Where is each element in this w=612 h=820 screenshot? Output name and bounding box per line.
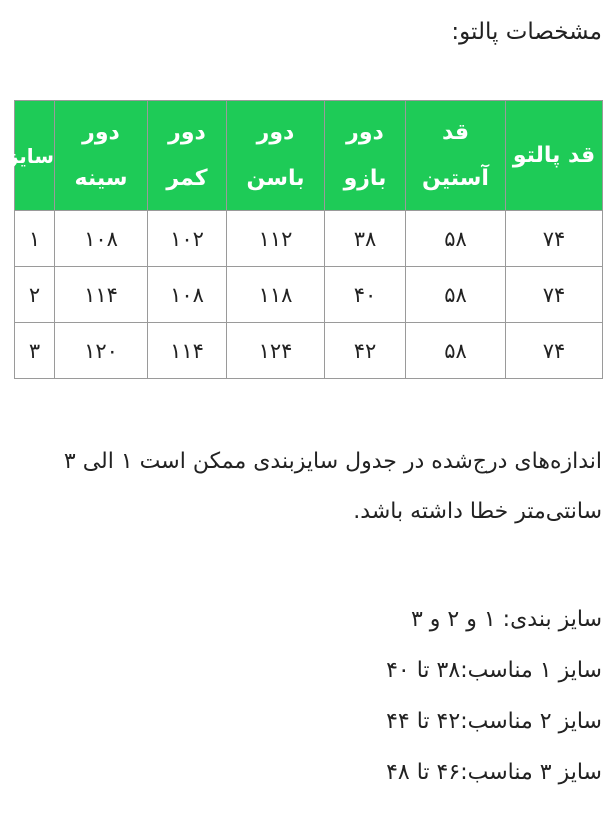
table-cell: ۲: [15, 267, 55, 323]
table-cell: ۷۴: [506, 211, 603, 267]
header-hip-circumference: دور باسن: [227, 101, 325, 211]
table-cell: ۱۱۴: [148, 323, 227, 379]
size-guide-line: سایز بندی: ۱ و ۲ و ۳: [410, 607, 602, 632]
table-header-row: [15, 101, 603, 211]
table-row: [15, 211, 603, 267]
table-row: [15, 267, 603, 323]
table-cell: ۱۰۲: [148, 211, 227, 267]
table-cell: ۵۸: [406, 323, 506, 379]
size-guide-line: سایز ۲ مناسب:۴۲ تا ۴۴: [386, 709, 602, 734]
size-guide-line: سایز ۱ مناسب:۳۸ تا ۴۰: [386, 658, 602, 683]
table-cell: ۱۲۰: [55, 323, 148, 379]
table-cell: ۱۱۲: [227, 211, 325, 267]
table-row: [15, 323, 603, 379]
header-sleeve-length: قد آستین: [406, 101, 506, 211]
table-cell: ۱۰۸: [55, 211, 148, 267]
measurement-note: اندازه‌های درج‌شده در جدول سایزبندی ممکن است ۱ الی ۳ سانتی‌متر خطا داشته باشد.: [63, 449, 602, 524]
size-table: [6, 100, 603, 379]
table-cell: ۵۸: [406, 267, 506, 323]
size-guide-list: [10, 594, 602, 798]
size-guide-line: سایز ۳ مناسب:۴۶ تا ۴۸: [386, 760, 602, 785]
table-cell: ۱۰۸: [148, 267, 227, 323]
table-cell: ۵۸: [406, 211, 506, 267]
table-cell: ۱۱۸: [227, 267, 325, 323]
table-cell: ۱۱۴: [55, 267, 148, 323]
table-cell: ۳۸: [325, 211, 406, 267]
table-cell: ۱: [15, 211, 55, 267]
header-coat-length: قد پالتو: [506, 101, 603, 211]
size-table-wrapper: [6, 100, 603, 379]
table-cell: ۴۰: [325, 267, 406, 323]
header-arm-circumference: دور بازو: [325, 101, 406, 211]
page-heading: مشخصات پالتو:: [451, 19, 602, 45]
table-cell: ۷۴: [506, 267, 603, 323]
table-cell: ۷۴: [506, 323, 603, 379]
table-cell: ۴۲: [325, 323, 406, 379]
header-chest-circumference: دور سینه: [55, 101, 148, 211]
header-waist-circumference: دور کمر: [148, 101, 227, 211]
table-cell: ۳: [15, 323, 55, 379]
table-cell: ۱۲۴: [227, 323, 325, 379]
header-size: سایز: [15, 101, 55, 211]
